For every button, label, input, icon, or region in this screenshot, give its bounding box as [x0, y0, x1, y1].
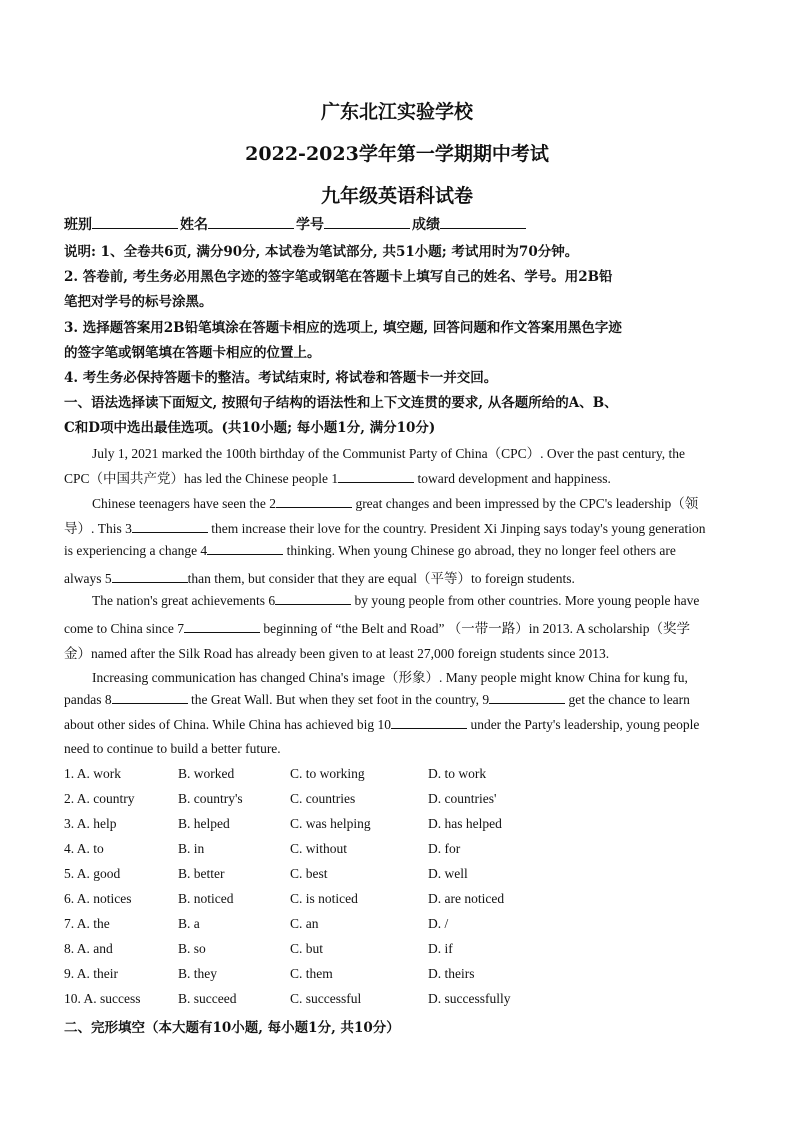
option-6-D: D. are noticed: [428, 891, 505, 906]
answer-blank-10: [391, 716, 467, 729]
option-8-C: C. but: [290, 941, 324, 956]
option-6-C: C. is noticed: [290, 891, 358, 906]
school-name: 广东北江实验学校: [320, 101, 473, 123]
option-9-D: D. theirs: [428, 966, 475, 981]
instruction-line: 笔把对学号的标号涂黑。: [64, 294, 213, 310]
passage-line: pandas 8 the Great Wall. But when they set foot in the country, 9 get the chance to learn: [64, 692, 690, 707]
option-7-D: D. /: [428, 916, 449, 931]
option-4-A: 4. A. to: [64, 841, 104, 856]
answer-blank-8: [112, 691, 188, 704]
section2-title: 二、完形填空（本大题有10小题, 每小题1分, 共10分）: [64, 1020, 400, 1036]
option-10-A: 10. A. success: [64, 991, 141, 1006]
answer-blank-5: [112, 570, 188, 583]
instruction-line: 2. 答卷前, 考生务必用黑色字迹的签字笔或钢笔在答题卡上填写自己的姓名、学号。用2B铅: [64, 269, 613, 285]
answer-blank-4: [207, 542, 283, 555]
passage-line: always 5 than them, but consider that they are equal（平等）to foreign students.: [64, 571, 575, 586]
option-5-B: B. better: [178, 866, 225, 881]
option-5-C: C. best: [290, 866, 328, 881]
passage-line: is experiencing a change 4 thinking. When young Chinese go abroad, they no longer feel others are: [64, 543, 676, 558]
option-9-B: B. they: [178, 966, 217, 981]
passage-line: Increasing communication has changed China's image（形象）. Many people might know China for kung fu,: [92, 670, 688, 685]
passage-line: Chinese teenagers have seen the 2 great changes and been impressed by the CPC's leadership（领: [92, 496, 699, 511]
option-4-C: C. without: [290, 841, 348, 856]
option-5-A: 5. A. good: [64, 866, 121, 881]
passage-line: 金）named after the Silk Road has already been given to at least 27,000 foreign students since 2013.: [64, 646, 610, 661]
answer-blank-1: [338, 470, 414, 483]
option-8-A: 8. A. and: [64, 941, 113, 956]
student-info-line: [64, 214, 528, 234]
instruction-line: 的签字笔或钢笔填在答题卡相应的位置上。: [64, 345, 321, 361]
option-2-D: D. countries': [428, 791, 497, 806]
score-blank: [440, 214, 526, 229]
option-1-D: D. to work: [428, 766, 487, 781]
option-9-A: 9. A. their: [64, 966, 118, 981]
passage-line: need to continue to build a better future.: [64, 741, 281, 756]
info-label-number: 学号: [296, 217, 324, 233]
option-2-A: 2. A. country: [64, 791, 135, 806]
option-6-A: 6. A. notices: [64, 891, 132, 906]
option-3-B: B. helped: [178, 816, 230, 831]
instruction-line: 说明: 1、全卷共6页, 满分90分, 本试卷为笔试部分, 共51小题; 考试用时为70分钟。: [64, 244, 579, 260]
passage-line: The nation's great achievements 6 by young people from other countries. More young people have: [92, 593, 700, 608]
passage-line: 导）. This 3 them increase their love for the country. President Xi Jinping says today's young generation: [64, 521, 706, 536]
option-10-C: C. successful: [290, 991, 362, 1006]
section1-title-cont: C和D项中选出最佳选项。(共10小题; 每小题1分, 满分10分): [64, 420, 436, 436]
option-1-B: B. worked: [178, 766, 235, 781]
option-3-A: 3. A. help: [64, 816, 117, 831]
answer-blank-6: [275, 592, 351, 605]
option-7-C: C. an: [290, 916, 319, 931]
option-1-C: C. to working: [290, 766, 365, 781]
class-blank: [92, 214, 178, 229]
exam-term-title: 2022-2023学年第一学期期中考试: [245, 143, 549, 165]
option-6-B: B. noticed: [178, 891, 234, 906]
section1-title: 一、语法选择读下面短文, 按照句子结构的语法性和上下文连贯的要求, 从各题所给的A、B、: [64, 395, 618, 411]
option-8-D: D. if: [428, 941, 453, 956]
option-8-B: B. so: [178, 941, 206, 956]
option-7-A: 7. A. the: [64, 916, 110, 931]
passage-line: CPC（中国共产党）has led the Chinese people 1 toward development and happiness.: [64, 471, 611, 486]
option-4-B: B. in: [178, 841, 205, 856]
option-5-D: D. well: [428, 866, 468, 881]
passage-line: come to China since 7 beginning of “the Belt and Road” （一带一路）in 2013. A scholarship（奖学: [64, 621, 691, 636]
answer-blank-2: [276, 495, 352, 508]
answer-blank-9: [489, 691, 565, 704]
option-1-A: 1. A. work: [64, 766, 121, 781]
passage-line: about other sides of China. While China has achieved big 10 under the Party's leadership, young people: [64, 717, 700, 732]
answer-blank-7: [184, 620, 260, 633]
answer-blank-3: [132, 520, 208, 533]
info-label-score: 成绩: [412, 217, 440, 233]
option-9-C: C. them: [290, 966, 333, 981]
exam-subject-title: 九年级英语科试卷: [320, 185, 473, 207]
option-2-C: C. countries: [290, 791, 356, 806]
instruction-line: 4. 考生务必保持答题卡的整洁。考试结束时, 将试卷和答题卡一并交回。: [64, 370, 498, 386]
info-label-name: 姓名: [180, 217, 208, 233]
instruction-line: 3. 选择题答案用2B铅笔填涂在答题卡相应的选项上, 填空题, 回答问题和作文答案用黑色字迹: [64, 320, 622, 336]
option-3-D: D. has helped: [428, 816, 502, 831]
option-2-B: B. country's: [178, 791, 243, 806]
option-10-D: D. successfully: [428, 991, 511, 1006]
number-blank: [324, 214, 410, 229]
info-label-class: 班别: [64, 217, 92, 233]
passage-line: July 1, 2021 marked the 100th birthday of the Communist Party of China（CPC）. Over the past century, the: [92, 446, 686, 461]
option-3-C: C. was helping: [290, 816, 371, 831]
option-7-B: B. a: [178, 916, 200, 931]
option-4-D: D. for: [428, 841, 461, 856]
option-10-B: B. succeed: [178, 991, 237, 1006]
name-blank: [208, 214, 294, 229]
